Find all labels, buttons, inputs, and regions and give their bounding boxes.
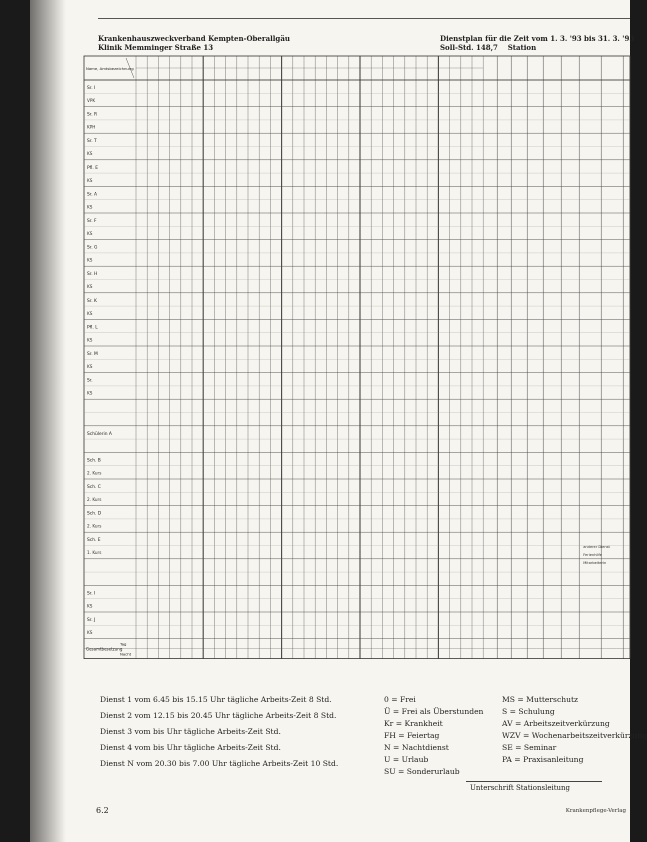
abbreviation-entry: Kr = Krankheit — [384, 719, 443, 728]
staff-qualification: KS — [87, 231, 93, 236]
shift-definition: Dienst 2 vom 12.15 bis 20.45 Uhr tägliche Arbeits-Zeit 8 Std. — [100, 711, 337, 720]
abbreviation-entry: MS = Mutterschutz — [502, 695, 579, 704]
total-label: Gesamtbesetzung — [86, 646, 123, 652]
abbreviation-entry: FH = Feiertag — [384, 731, 440, 740]
staff-name: Sch. E — [87, 538, 101, 544]
shift-definition: Dienst N vom 20.30 bis 7.00 Uhr tägliche Arbeits-Zeit 10 Std. — [100, 759, 339, 768]
grid-frame — [84, 56, 630, 659]
staff-name: Sr. K — [87, 298, 97, 304]
staff-name: Pfl. L — [87, 325, 98, 331]
shift-definition: Dienst 4 vom bis Uhr tägliche Arbeits-Zeit Std. — [100, 743, 281, 752]
staff-qualification: KS — [87, 204, 93, 210]
staff-name: Sr. T — [87, 139, 97, 145]
total-row-label: Nacht — [120, 651, 132, 657]
staff-name: Sr. — [87, 378, 93, 384]
staff-qualification: KS — [87, 177, 93, 183]
plan-period: Dienstplan für die Zeit vom 1. 3. '93 bis 31. 3. '93 — [440, 34, 635, 43]
publisher-credit: Krankenpflege-Verlag — [565, 808, 626, 814]
schedule-grid — [84, 56, 630, 684]
abbreviation-entry: N = Nachtdienst — [384, 743, 449, 752]
staff-name: Sch. D — [87, 511, 102, 517]
staff-qualification: 2. Kurs — [87, 523, 102, 529]
staff-name: Sr. F — [87, 219, 97, 224]
side-note: Mitarbeiterin — [583, 561, 607, 566]
staff-qualification: KS — [87, 630, 93, 635]
header-organization — [98, 34, 290, 52]
staff-qualification: KS — [87, 390, 93, 396]
staff-name: Sch. C — [87, 485, 101, 490]
station-label: Station — [507, 43, 537, 52]
staff-name: Sr. H — [87, 272, 98, 278]
abbreviation-entry: U = Urlaub — [384, 755, 429, 764]
abbreviation-entry: PA = Praxisanleitung — [502, 755, 584, 764]
staff-name: Sr. G — [87, 245, 98, 251]
page-number: 6.2 — [96, 806, 109, 815]
staff-name: Sr. J — [87, 618, 96, 623]
abbreviation-entry: Ü = Frei als Überstunden — [384, 707, 484, 716]
staff-name: Sch. B — [87, 458, 101, 464]
header-plan — [440, 34, 634, 52]
total-row-label: Tag — [120, 641, 127, 647]
plan-target-hours: Soll-Std. 148,7 Station — [440, 43, 537, 52]
abbreviation-entry: S = Schulung — [502, 707, 555, 716]
staff-name: Sr. R — [87, 112, 98, 118]
staff-name: Sr. M — [87, 352, 98, 357]
shift-definition: Dienst 3 vom bis Uhr tägliche Arbeits-Zeit Std. — [100, 727, 281, 736]
signature-line — [466, 781, 602, 782]
staff-qualification: KS — [87, 151, 93, 157]
org-name: Krankenhauszweckverband Kempten-Oberallgäu — [98, 34, 290, 43]
staff-qualification: KS — [87, 603, 93, 609]
staff-qualification: KS — [87, 310, 93, 316]
staff-qualification: KS — [87, 364, 93, 369]
shift-definition: Dienst 1 vom 6.45 bis 15.15 Uhr tägliche Arbeits-Zeit 8 Std. — [100, 695, 332, 704]
document-page — [30, 0, 647, 842]
staff-qualification: KS — [87, 284, 93, 290]
staff-name: Sr. I — [87, 86, 96, 91]
name-column-header: Name, Amtsbezeichnung — [86, 66, 134, 71]
staff-qualification: 1. Kurs — [87, 550, 102, 556]
staff-name: Sr. A — [87, 192, 97, 198]
staff-qualification: VPK — [87, 98, 96, 103]
abbreviation-entry: 0 = Frei — [384, 695, 416, 704]
abbreviation-entry: SU = Sonderurlaub — [384, 767, 460, 776]
staff-qualification: KS — [87, 257, 93, 263]
signature-label: Unterschrift Stationsleitung — [470, 784, 571, 792]
clinic-name: Klinik Memminger Straße 13 — [98, 43, 214, 52]
abbreviation-entry: SE = Seminar — [502, 743, 557, 752]
staff-name: Sr. I — [87, 591, 96, 597]
staff-name: Schülerin A — [87, 431, 112, 437]
side-note: anderer Dienst — [583, 545, 610, 550]
abbreviation-entry: WZV = Wochenarbeitszeitverkürzung — [502, 731, 647, 740]
abbreviation-entry: AV = Arbeitszeitverkürzung — [502, 719, 610, 728]
top-rule — [98, 18, 630, 19]
staff-qualification: KPH — [87, 124, 96, 130]
staff-name: Pfl. E — [87, 165, 98, 171]
side-note: Ferienhilfe — [583, 553, 602, 558]
binding-shadow — [30, 0, 66, 842]
staff-qualification: KS — [87, 337, 93, 343]
staff-qualification: 2. Kurs — [87, 497, 102, 502]
staff-qualification: 2. Kurs — [87, 470, 102, 476]
